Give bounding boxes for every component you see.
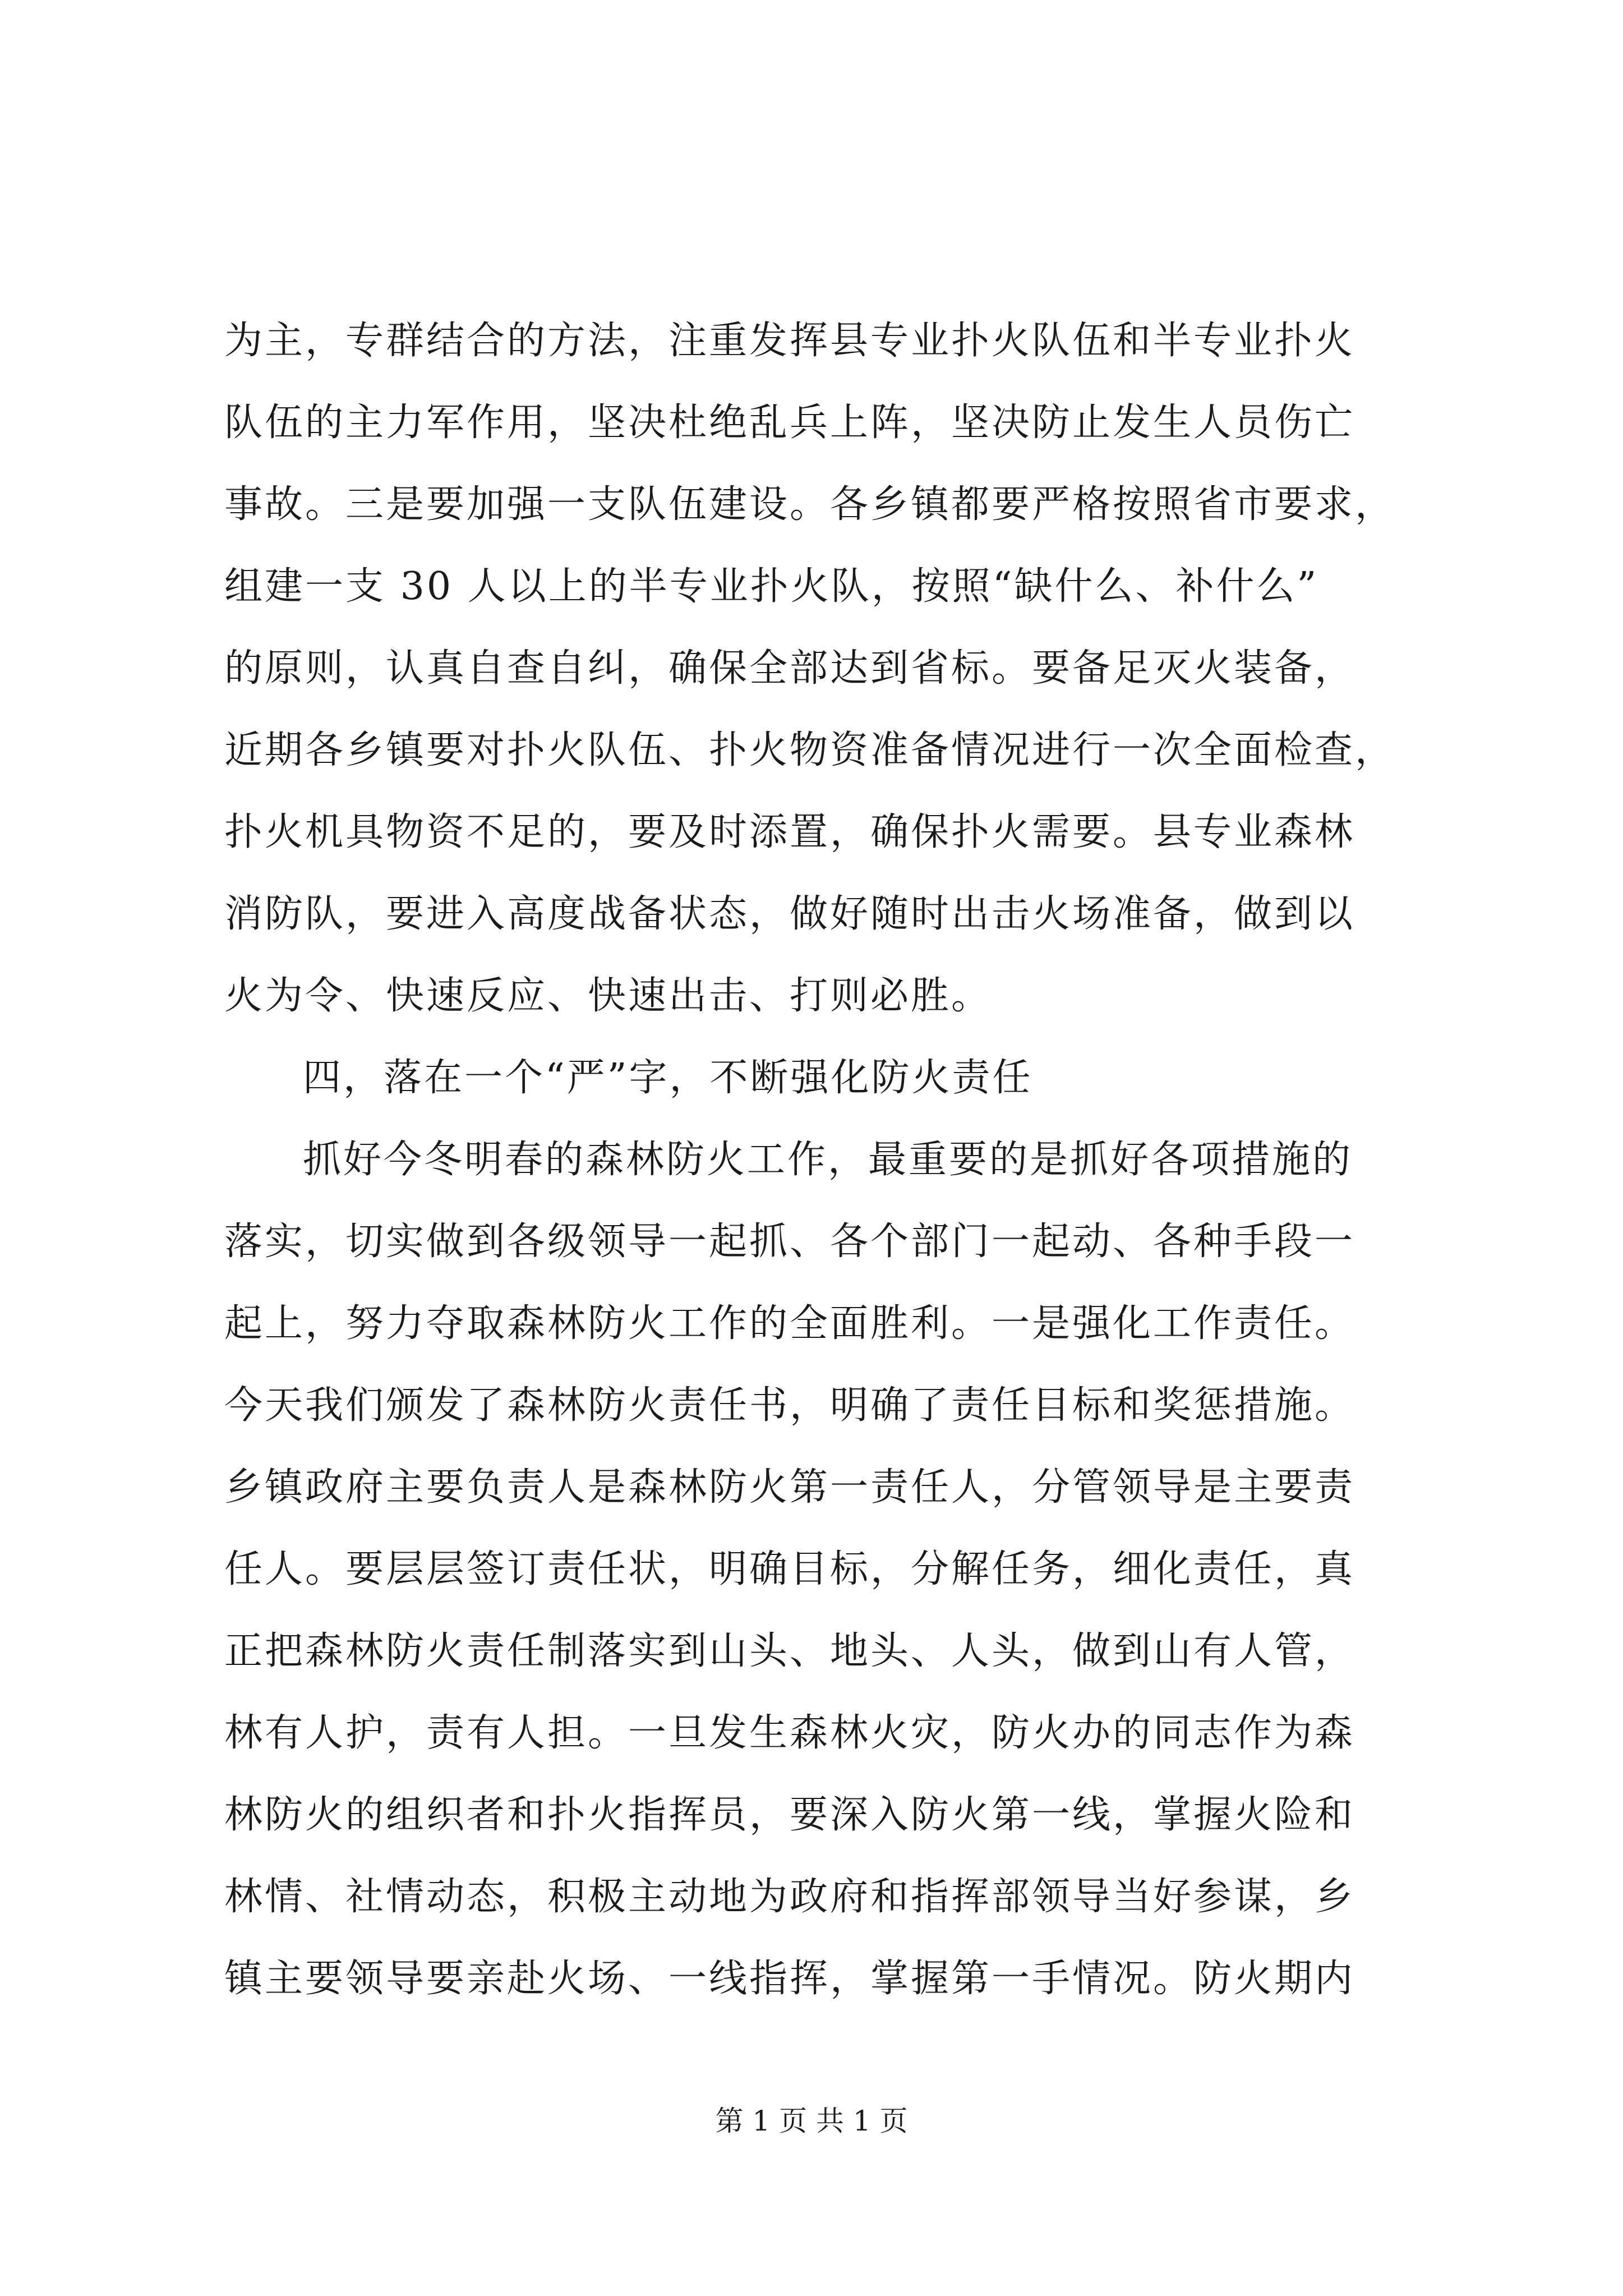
text-line: 队伍的主力军作用，坚决杜绝乱兵上阵，坚决防止发生人员伤亡 xyxy=(224,401,1355,445)
text-line: 镇主要领导要亲赴火场、一线指挥，掌握第一手情况。防火期内 xyxy=(224,1957,1355,2001)
text-line: 事故。三是要加强一支队伍建设。各乡镇都要严格按照省市要求， xyxy=(224,482,1396,527)
text-line: 今天我们颁发了森林防火责任书，明确了责任目标和奖惩措施。 xyxy=(224,1383,1355,1428)
page-footer: 第 1 页 共 1 页 xyxy=(715,2105,908,2137)
text-line: 落实，切实做到各级领导一起抓、各个部门一起动、各种手段一 xyxy=(224,1220,1355,1264)
text-line: 火为令、快速反应、快速出击、打则必胜。 xyxy=(224,974,992,1018)
text-line: 扑火机具物资不足的，要及时添置，确保扑火需要。县专业森林 xyxy=(224,810,1355,854)
text-line: 组建一支 30 人以上的半专业扑火队，按照“缺什么、补什么” xyxy=(224,564,1319,609)
text-line: 近期各乡镇要对扑火队伍、扑火物资准备情况进行一次全面检查， xyxy=(224,728,1396,772)
text-line: 的原则，认真自查自纠，确保全部达到省标。要备足灭火装备， xyxy=(224,646,1355,691)
text-line: 正把森林防火责任制落实到山头、地头、人头，做到山有人管， xyxy=(224,1629,1355,1673)
text-line: 为主，专群结合的方法，注重发挥县专业扑火队伍和半专业扑火 xyxy=(224,319,1355,363)
text-line: 林防火的组织者和扑火指挥员，要深入防火第一线，掌握火险和 xyxy=(224,1793,1355,1837)
text-line: 起上，努力夺取森林防火工作的全面胜利。一是强化工作责任。 xyxy=(224,1301,1355,1346)
text-line: 乡镇政府主要负责人是森林防火第一责任人，分管领导是主要责 xyxy=(224,1465,1355,1510)
text-line: 林情、社情动态，积极主动地为政府和指挥部领导当好参谋，乡 xyxy=(224,1875,1355,1919)
text-line: 任人。要层层签订责任状，明确目标，分解任务，细化责任，真 xyxy=(224,1547,1355,1591)
text-line: 抓好今冬明春的森林防火工作，最重要的是抓好各项措施的 xyxy=(303,1138,1353,1182)
text-line: 消防队，要进入高度战备状态，做好随时出击火场准备，做到以 xyxy=(224,892,1355,936)
text-line: 林有人护，责有人担。一旦发生森林火灾，防火办的同志作为森 xyxy=(224,1711,1355,1755)
section-heading: 四，落在一个“严”字，不断强化防火责任 xyxy=(303,1056,1033,1100)
